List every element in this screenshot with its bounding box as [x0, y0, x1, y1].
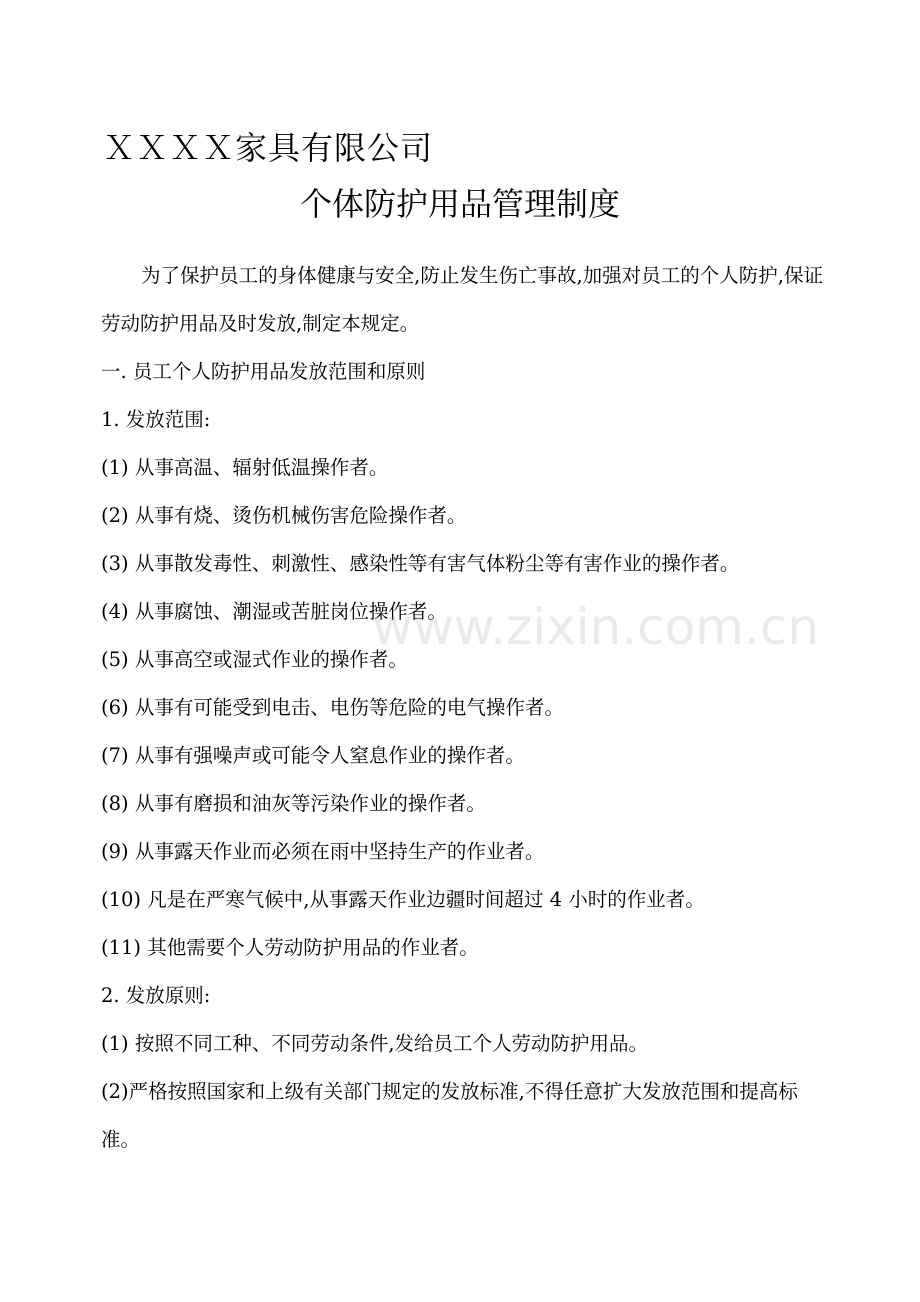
scope-item: (7) 从事有强噪声或可能令人窒息作业的操作者。: [101, 744, 525, 767]
company-name: ＸＸＸＸ家具有限公司: [103, 129, 434, 167]
document-title: 个体防护用品管理制度: [299, 185, 620, 223]
scope-item: (1) 从事高温、辐射低温操作者。: [101, 456, 389, 479]
scope-item: (9) 从事露天作业而必须在雨中坚持生产的作业者。: [101, 840, 545, 863]
intro-paragraph: 为了保护员工的身体健康与安全,防止发生伤亡事故,加强对员工的个人防护,保证劳动防护用品及时发放,制定本规定。: [101, 264, 823, 335]
scope-item: (11) 其他需要个人劳动防护用品的作业者。: [101, 936, 479, 959]
scope-item: (10) 凡是在严寒气候中,从事露天作业边疆时间超过 4 小时的作业者。: [101, 888, 705, 911]
document-body: [101, 252, 823, 1164]
scope-item: (2) 从事有烧、烫伤机械伤害危险操作者。: [101, 504, 467, 527]
scope-item: (5) 从事高空或湿式作业的操作者。: [101, 648, 408, 671]
scope-heading: 1. 发放范围:: [101, 408, 211, 431]
scope-item: (8) 从事有磨损和油灰等污染作业的操作者。: [101, 792, 486, 815]
scope-item: (3) 从事散发毒性、刺激性、感染性等有害气体粉尘等有害作业的操作者。: [101, 552, 740, 575]
scope-item: (6) 从事有可能受到电击、电伤等危险的电气操作者。: [101, 696, 564, 719]
principle-item: (1) 按照不同工种、不同劳动条件,发给员工个人劳动防护用品。: [101, 1032, 649, 1055]
section-heading: 一. 员工个人防护用品发放范围和原则: [101, 360, 426, 383]
principle-item: (2)严格按照国家和上级有关部门规定的发放标准,不得任意扩大发放范围和提高标准。: [101, 1080, 798, 1151]
scope-item: (4) 从事腐蚀、潮湿或苦脏岗位操作者。: [101, 600, 447, 623]
watermark: www.zixin.com.cn: [372, 598, 820, 656]
principle-heading: 2. 发放原则:: [101, 984, 211, 1007]
